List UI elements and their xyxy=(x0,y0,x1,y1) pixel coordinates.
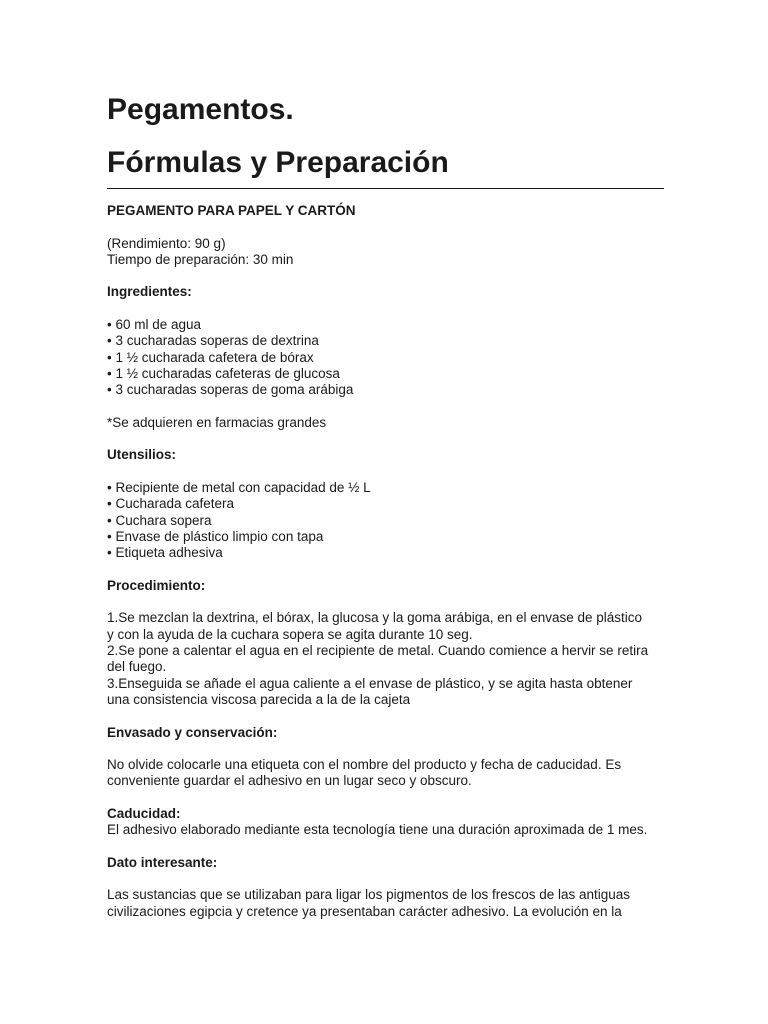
ingredients-note: *Se adquieren en farmacias grandes xyxy=(107,414,327,430)
list-item: • 3 cucharadas soperas de dextrina xyxy=(107,333,319,349)
document-title-line1: Pegamentos. xyxy=(107,93,294,126)
procedure-line: una consistencia viscosa parecida a la de la cajeta xyxy=(107,691,411,707)
storage-heading: Envasado y conservación: xyxy=(107,724,278,740)
list-item: • Cucharada cafetera xyxy=(107,496,235,512)
storage-line: conveniente guardar el adhesivo en un lugar seco y obscuro. xyxy=(107,773,472,789)
fun-fact-heading: Dato interesante: xyxy=(107,854,218,870)
list-item: • 60 ml de agua xyxy=(107,317,202,333)
procedure-line: 2.Se pone a calentar el agua en el recipiente de metal. Cuando comience a hervir se retira xyxy=(107,643,649,659)
utensils-heading: Utensilios: xyxy=(107,447,177,463)
list-item: • 1 ½ cucharada cafetera de bórax xyxy=(107,349,314,365)
procedure-line: y con la ayuda de la cuchara sopera se agita durante 10 seg. xyxy=(107,626,473,642)
fun-fact-line: Las sustancias que se utilizaban para ligar los pigmentos de los frescos de las antiguas xyxy=(107,887,631,903)
list-item: • 1 ½ cucharadas cafeteras de glucosa xyxy=(107,365,340,381)
procedure-line: 3.Enseguida se añade el agua caliente a el envase de plástico, y se agita hasta obtener xyxy=(107,675,633,691)
list-item: • Recipiente de metal con capacidad de ½ L xyxy=(107,480,371,496)
yield-text: (Rendimiento: 90 g) xyxy=(107,235,226,251)
utensils-list xyxy=(107,480,663,561)
fun-fact-line: civilizaciones egipcia y cretence ya presentaban carácter adhesivo. La evolución en la xyxy=(107,903,622,919)
document-page xyxy=(107,92,663,920)
document-body xyxy=(107,203,663,920)
recipe-title: PEGAMENTO PARA PAPEL Y CARTÓN xyxy=(107,203,356,218)
list-item: • Etiqueta adhesiva xyxy=(107,545,223,561)
document-title-line2: Fórmulas y Preparación xyxy=(107,146,449,179)
expiry-text: El adhesivo elaborado mediante esta tecnología tiene una duración aproximada de 1 mes. xyxy=(107,822,648,838)
procedure-line: 1.Se mezclan la dextrina, el bórax, la glucosa y la goma arábiga, en el envase de plástico xyxy=(107,610,643,626)
procedure-steps xyxy=(107,610,663,708)
procedure-line: del fuego. xyxy=(107,659,167,675)
ingredients-list xyxy=(107,317,663,398)
title-divider xyxy=(107,188,664,189)
expiry-heading: Caducidad: xyxy=(107,805,181,821)
procedure-heading: Procedimiento: xyxy=(107,577,206,593)
ingredients-heading: Ingredientes: xyxy=(107,284,192,300)
list-item: • 3 cucharadas soperas de goma arábiga xyxy=(107,382,354,398)
list-item: • Cuchara sopera xyxy=(107,512,212,528)
storage-line: No olvide colocarle una etiqueta con el nombre del producto y fecha de caducidad. Es xyxy=(107,757,622,773)
prep-time-text: Tiempo de preparación: 30 min xyxy=(107,251,294,267)
list-item: • Envase de plástico limpio con tapa xyxy=(107,528,324,544)
